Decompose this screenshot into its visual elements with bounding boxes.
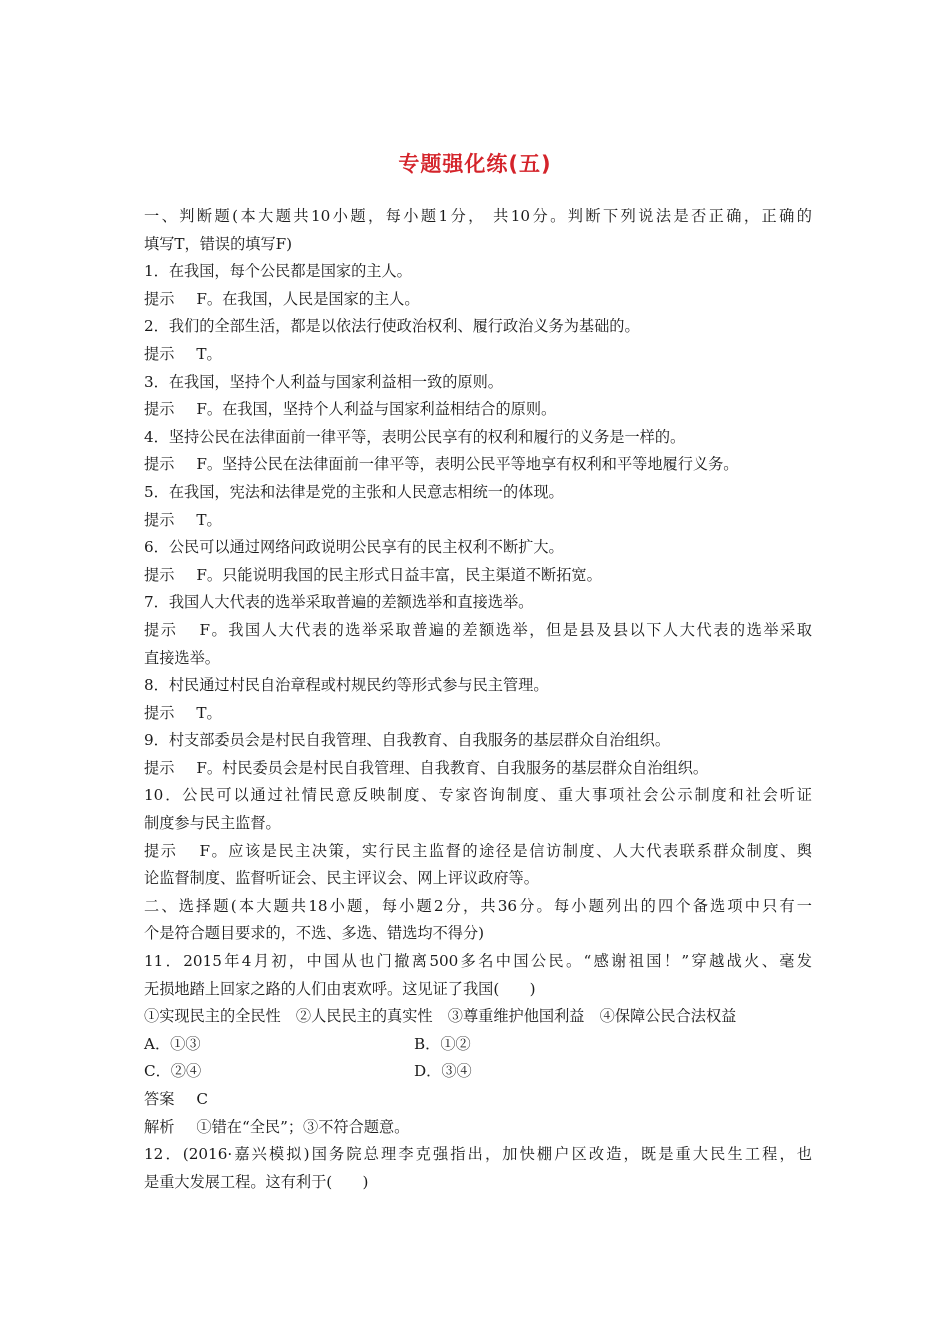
q11-option-a: A．①③ [144, 1034, 201, 1053]
tf-question-6: 6．公民可以通过网络问政说明公民享有的民主权利不断扩大。 [144, 538, 564, 557]
tip-label: 提示 [144, 758, 175, 777]
tf-tip-7 [144, 617, 812, 645]
answer-label: 答案 [144, 1090, 175, 1108]
tip-label: 提示 [144, 703, 175, 722]
page-title: 专题强化练(五) [398, 152, 552, 176]
tf-question-7: 7．我国人大代表的选举采取普遍的差额选举和直接选举。 [144, 593, 534, 612]
tf-question-10: 10．公民可以通过社情民意反映制度、专家咨询制度、重大事项社会公示制度和社会听证 [144, 786, 812, 805]
tip-label: 提示 [144, 841, 178, 860]
tf-tip-7: 直接选举。 [144, 648, 220, 667]
tf-question-2: 2．我们的全部生活，都是以依法行使政治权利、履行政治义务为基础的。 [144, 317, 640, 336]
q12-stem: 12．(2016·嘉兴模拟)国务院总理李克强指出，加快棚户区改造，既是重大民生工程，也 [144, 1145, 812, 1164]
q11-options-row-2 [144, 1058, 812, 1086]
tf-question-3: 3．在我国，坚持个人利益与国家利益相一致的原则。 [144, 372, 503, 391]
tf-question-4: 4．坚持公民在法律面前一律平等，表明公民享有的权利和履行的义务是一样的。 [144, 427, 686, 446]
q11-analysis [144, 1114, 812, 1142]
tip-label: 提示 [144, 510, 175, 529]
q12-stem-cont: 是重大发展工程。这有利于( ) [144, 1172, 369, 1191]
tip-label: 提示 [144, 344, 175, 363]
tf-tip-9 [144, 755, 812, 783]
tip-label: 提示 [144, 565, 175, 584]
tip-label: 提示 [144, 289, 175, 308]
tf-tip-1 [144, 286, 812, 314]
tip-text: T。 [196, 703, 222, 722]
tf-question-1: 1．在我国，每个公民都是国家的主人。 [144, 262, 412, 281]
analysis-label: 解析 [144, 1117, 175, 1136]
tf-tip-8 [144, 700, 812, 728]
tf-tip-3 [144, 396, 812, 424]
tf-tip-6 [144, 562, 812, 590]
tip-text: T。 [196, 510, 222, 529]
answer-value: C [196, 1090, 208, 1108]
tf-question-10: 制度参与民主监督。 [144, 814, 281, 833]
q11-answer [144, 1086, 812, 1114]
document-body [144, 203, 812, 1196]
q11-option-c: C．②④ [144, 1062, 202, 1081]
tip-text: F。村民委员会是村民自我管理、自我教育、自我服务的基层群众自治组织。 [196, 758, 709, 777]
q11-option-d: D．③④ [414, 1062, 472, 1081]
tip-text: F。坚持公民在法律面前一律平等，表明公民平等地享有权利和平等地履行义务。 [196, 455, 739, 474]
tf-question-9: 9．村支部委员会是村民自我管理、自我教育、自我服务的基层群众自治组织。 [144, 731, 671, 750]
tip-text: F。应该是民主决策，实行民主监督的途径是信访制度、人大代表联系群众制度、舆 [199, 841, 812, 860]
tf-tip-10: 论监督制度、监督听证会、民主评议会、网上评议政府等。 [144, 869, 539, 888]
tip-text: F。我国人大代表的选举采取普遍的差额选举，但是县及县以下人大代表的选举采取 [199, 620, 812, 639]
tip-text: T。 [196, 344, 222, 363]
q11-statements: ①实现民主的全民性 ②人民民主的真实性 ③尊重维护他国利益 ④保障公民合法权益 [144, 1007, 737, 1026]
section1-heading-cont: 填写T，错误的填写F) [144, 234, 293, 253]
tf-question-5: 5．在我国，宪法和法律是党的主张和人民意志相统一的体现。 [144, 482, 564, 501]
section2-heading-cont: 个是符合题目要求的，不选、多选、错选均不得分) [144, 924, 485, 943]
tip-label: 提示 [144, 620, 178, 639]
section1-heading: 一、判断题(本大题共10小题，每小题1分， 共10分。判断下列说法是否正确，正确的 [144, 207, 812, 225]
section2-heading: 二、选择题(本大题共18小题，每小题2分，共36分。每小题列出的四个备选项中只有一 [144, 896, 812, 915]
analysis-text: ①错在“全民”；③不符合题意。 [196, 1117, 410, 1136]
tip-label: 提示 [144, 455, 175, 474]
q11-option-b: B．①② [414, 1034, 471, 1053]
tf-question-8: 8．村民通过村民自治章程或村规民约等形式参与民主管理。 [144, 676, 549, 695]
tf-tip-2 [144, 341, 812, 369]
tf-tip-10 [144, 838, 812, 866]
tf-tip-4 [144, 451, 812, 479]
q11-stem-cont: 无损地踏上回家之路的人们由衷欢呼。这见证了我国( ) [144, 979, 536, 998]
tip-text: F。在我国，坚持个人利益与国家利益相结合的原则。 [196, 400, 557, 419]
q11-stem: 11．2015年4月初，中国从也门撤离500多名中国公民。“感谢祖国！”穿越战火、毫发 [144, 952, 812, 971]
q11-options-row-1 [144, 1031, 812, 1059]
tip-text: F。只能说明我国的民主形式日益丰富，民主渠道不断拓宽。 [196, 565, 602, 584]
true-false-list [144, 258, 812, 893]
tip-label: 提示 [144, 400, 175, 419]
tf-tip-5 [144, 507, 812, 535]
tip-text: F。在我国，人民是国家的主人。 [196, 289, 420, 308]
